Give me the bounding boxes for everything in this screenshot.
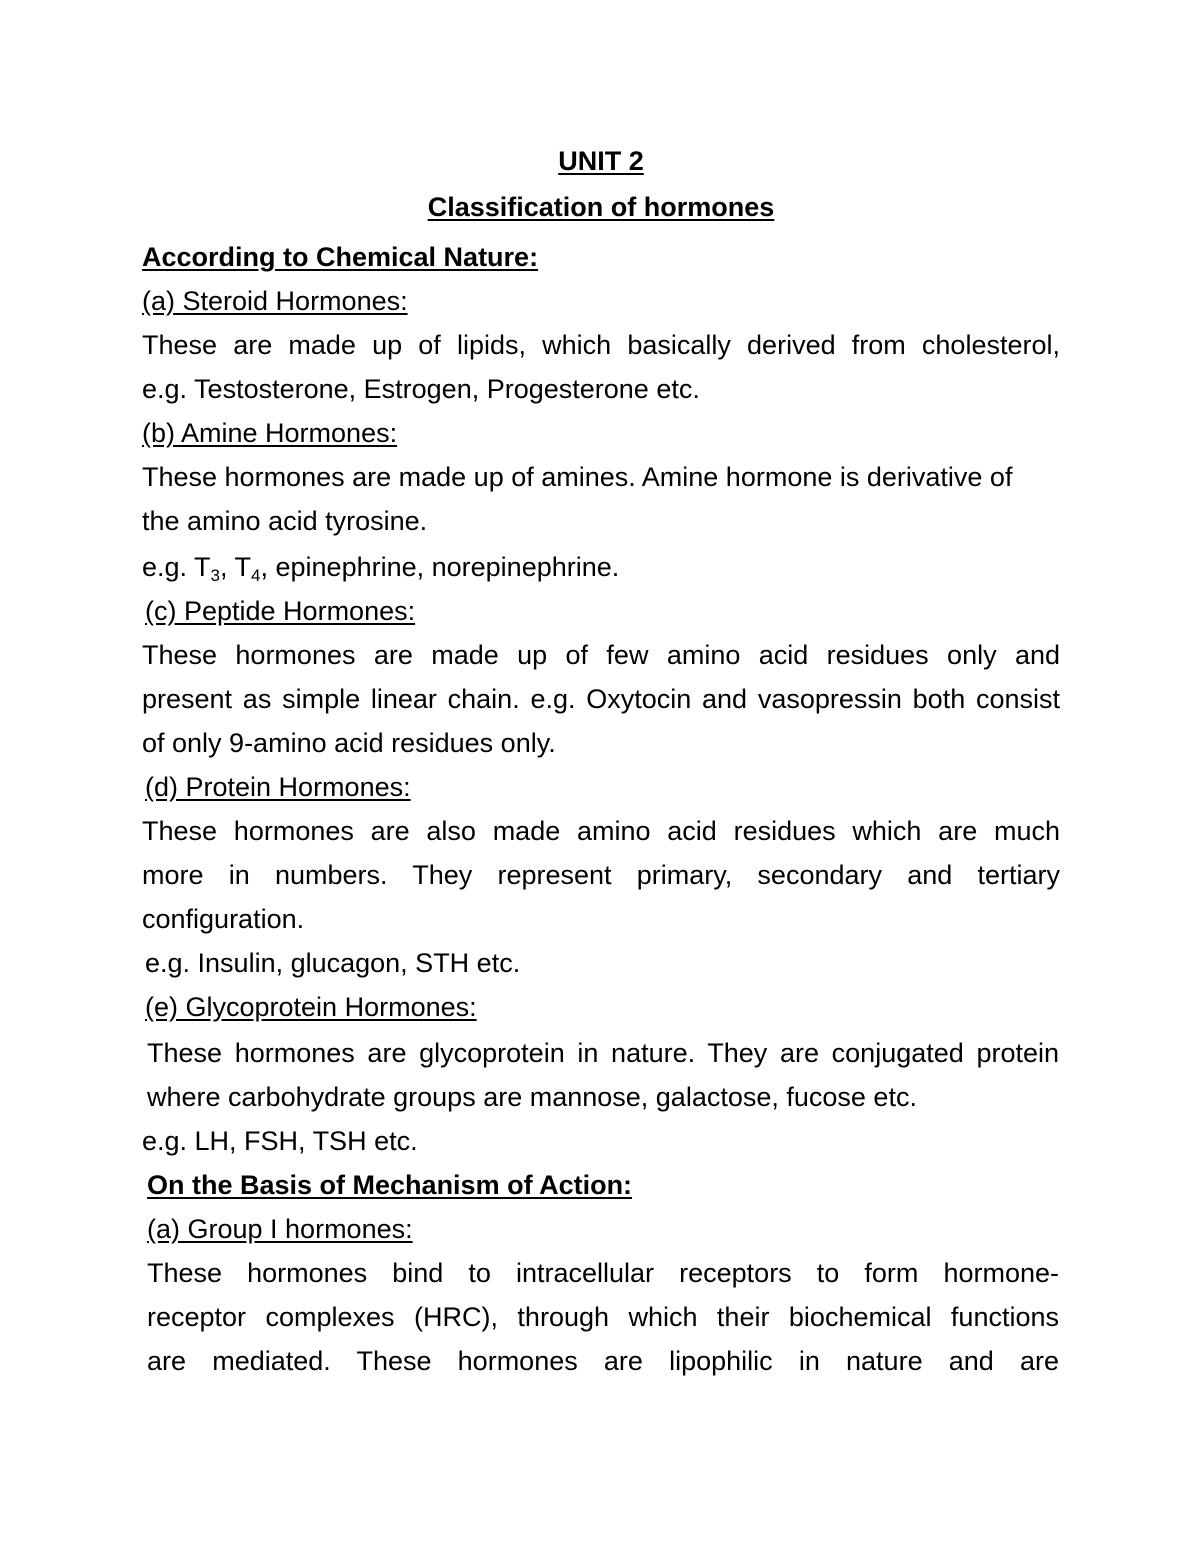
steroid-label: (a) Steroid Hormones: — [142, 286, 408, 316]
glyco-line-3: e.g. LH, FSH, TSH etc. — [142, 1126, 418, 1156]
page-subtitle: Classification of hormones — [427, 192, 775, 222]
amine-line-2: the amino acid tyrosine. — [142, 506, 428, 536]
section-heading-chemical: According to Chemical Nature: — [142, 242, 539, 272]
protein-line-4: e.g. Insulin, glucagon, STH etc. — [145, 948, 521, 978]
page-title: UNIT 2 — [558, 146, 644, 176]
group1-line-3: are mediated. These hormones are lipophilic in nature and are — [147, 1346, 1059, 1376]
peptide-line-3: of only 9-amino acid residues only. — [142, 728, 556, 758]
amine-example-suffix: , epinephrine, norepinephrine. — [260, 552, 620, 582]
steroid-line-1: These are made up of lipids, which basically derived from cholesterol, — [142, 330, 1060, 360]
protein-label: (d) Protein Hormones: — [145, 772, 411, 802]
group1-line-1: These hormones bind to intracellular receptors to form hormone- — [147, 1258, 1059, 1288]
glyco-line-2: where carbohydrate groups are mannose, galactose, fucose etc. — [147, 1082, 917, 1112]
section-heading-mechanism: On the Basis of Mechanism of Action: — [147, 1170, 633, 1200]
amine-example — [142, 552, 1060, 585]
steroid-line-2: e.g. Testosterone, Estrogen, Progesterone etc. — [142, 374, 700, 404]
amine-example-sep: , T — [220, 552, 252, 582]
peptide-line-2: present as simple linear chain. e.g. Oxytocin and vasopressin both consist — [142, 684, 1060, 714]
group1-label: (a) Group I hormones: — [147, 1214, 413, 1244]
amine-sub-4: 4 — [251, 566, 261, 585]
amine-line-1: These hormones are made up of amines. Amine hormone is derivative of — [142, 462, 1013, 492]
amine-sub-3: 3 — [210, 566, 221, 585]
amine-example-prefix: e.g. T — [142, 552, 211, 582]
protein-line-2: more in numbers. They represent primary, secondary and tertiary — [142, 860, 1060, 890]
amine-label: (b) Amine Hormones: — [142, 418, 398, 448]
peptide-line-1: These hormones are made up of few amino acid residues only and — [142, 640, 1060, 670]
group1-line-2: receptor complexes (HRC), through which their biochemical functions — [147, 1302, 1059, 1332]
protein-line-1: These hormones are also made amino acid residues which are much — [142, 816, 1060, 846]
glyco-line-1: These hormones are glycoprotein in nature. They are conjugated protein — [147, 1038, 1059, 1068]
glyco-label: (e) Glycoprotein Hormones: — [145, 992, 477, 1022]
peptide-label: (c) Peptide Hormones: — [145, 596, 416, 626]
protein-line-3: configuration. — [142, 904, 305, 934]
